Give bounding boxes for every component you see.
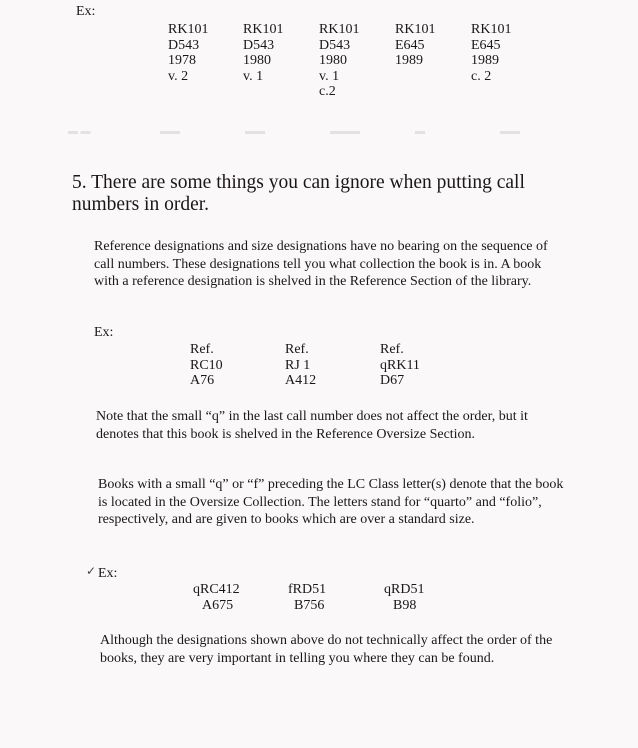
call-number-line: qRD51 <box>384 582 425 597</box>
call-number-line: qRC412 <box>193 582 240 597</box>
call-number-line: D67 <box>380 373 405 388</box>
reference-oversize-note: Note that the small “q” in the last call number does not affect the order, but it denotes that this book is shelved in the Reference Oversize Section. <box>96 409 528 442</box>
oversize-collection-paragraph: Books with a small “q” or “f” preceding the LC Class letter(s) denote that the book is located in the Oversize Collection. The letters stand for “quarto” and “folio”, respectively, and are given to books which are over a standard size. <box>98 477 564 527</box>
example-1-call-number-2 <box>243 22 283 84</box>
call-number-line: v. 1 <box>319 68 340 84</box>
call-number-line: 1989 <box>471 53 499 68</box>
example-3-label: Ex: <box>98 566 118 581</box>
call-number-line: 1989 <box>395 53 423 68</box>
call-number-line: RK101 <box>395 22 436 37</box>
call-number-line: A412 <box>285 373 317 388</box>
example-1-call-number-5 <box>471 22 511 84</box>
call-number-line: RK101 <box>168 22 209 37</box>
example-1-call-number-3 <box>319 22 359 100</box>
call-number-line: RK101 <box>243 22 284 37</box>
example-2-label: Ex: <box>94 325 114 340</box>
call-number-line: D543 <box>243 37 275 53</box>
reference-designation-paragraph: Reference designations and size designations have no bearing on the sequence of call numbers. These designations tell you what collection the book is in. A book with a reference designation is shelved in the Reference Section of the library. <box>94 239 548 289</box>
example-1-call-number-4 <box>395 22 435 69</box>
call-number-line: A675 <box>202 597 234 613</box>
call-number-line: Ref. <box>380 342 404 357</box>
call-number-line: RK101 <box>319 22 360 37</box>
call-number-line: 1980 <box>319 53 347 68</box>
call-number-line: B98 <box>393 597 417 613</box>
call-number-line: B756 <box>294 597 325 613</box>
call-number-line: D543 <box>319 37 351 53</box>
example-3-call-number-1 <box>193 582 240 613</box>
call-number-line: D543 <box>168 37 200 53</box>
call-number-line: A76 <box>190 373 215 388</box>
designations-importance-paragraph: Although the designations shown above do not technically affect the order of the books, they are very important in telling you where they can be found. <box>100 633 553 666</box>
example-2-call-number-2 <box>285 342 316 389</box>
call-number-line: 1980 <box>243 53 271 68</box>
call-number-line: RC10 <box>190 357 223 373</box>
example-2-call-number-1 <box>190 342 223 389</box>
call-number-line: fRD51 <box>288 582 327 597</box>
section-5-heading: 5. There are some things you can ignore when putting call numbers in order. <box>72 172 525 215</box>
call-number-line: 1978 <box>168 53 196 68</box>
call-number-line: v. 2 <box>168 68 189 84</box>
example-2-call-number-3 <box>380 342 420 389</box>
call-number-line: RJ 1 <box>285 357 311 373</box>
call-number-line: E645 <box>395 37 425 53</box>
call-number-line: Ref. <box>190 342 214 357</box>
example-1-label: Ex: <box>76 4 96 19</box>
call-number-line: RK101 <box>471 22 512 37</box>
example-1-call-number-1 <box>168 22 208 84</box>
call-number-line: c.2 <box>319 84 336 99</box>
call-number-line: c. 2 <box>471 68 492 84</box>
show-through-marks: ▬ ▬ ▬▬ ▬▬ ▬▬▬ ▬ ▬▬ <box>68 126 520 137</box>
call-number-line: v. 1 <box>243 68 264 84</box>
call-number-line: qRK11 <box>380 357 420 373</box>
example-3-call-number-2 <box>288 582 326 613</box>
pen-mark: ✓ <box>86 564 97 578</box>
example-3-call-number-3 <box>384 582 424 613</box>
call-number-line: E645 <box>471 37 501 53</box>
call-number-line: Ref. <box>285 342 309 357</box>
